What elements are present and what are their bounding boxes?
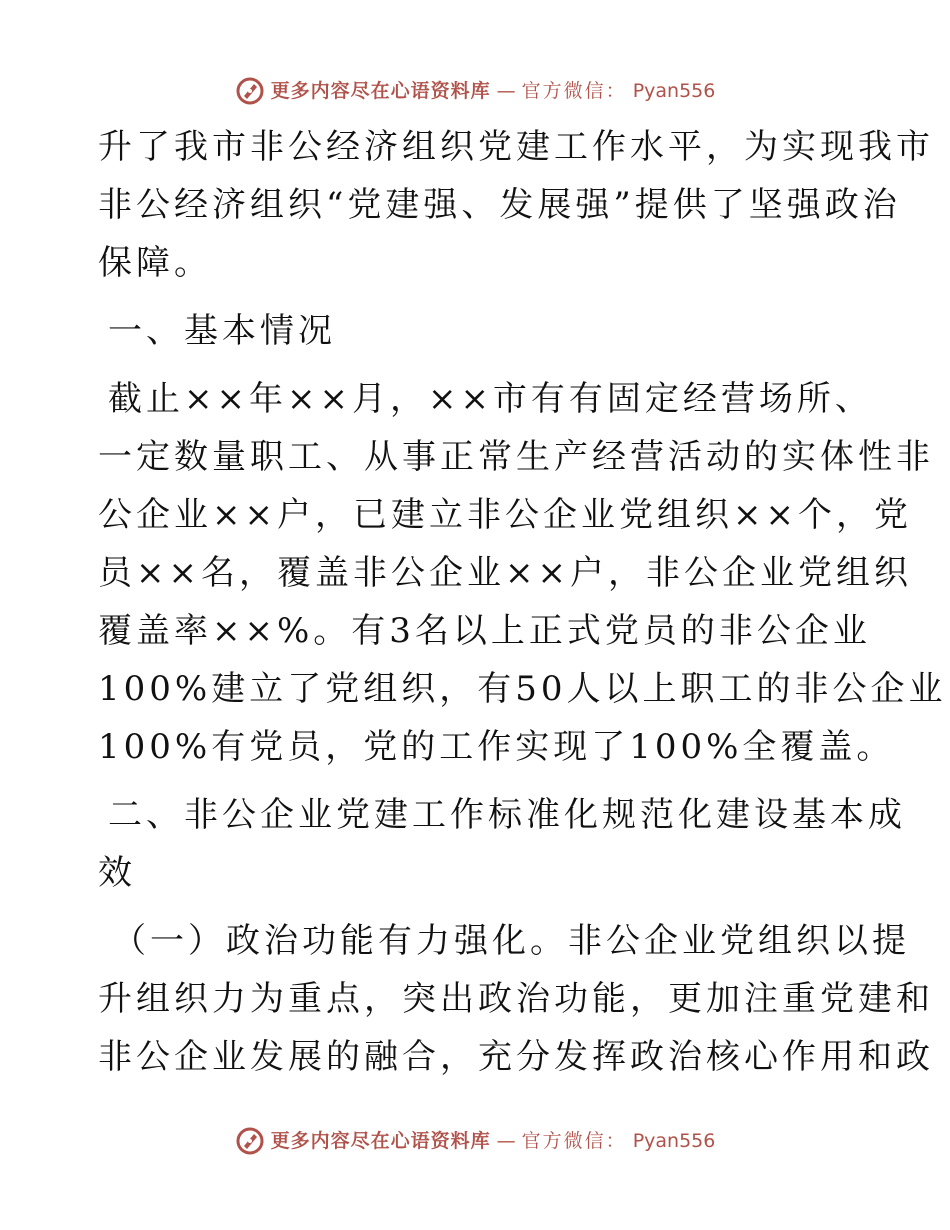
watermark-sub-text: 官方微信： [521,1130,627,1152]
document-body [98,118,947,1086]
section-heading-2-cont: 效 [98,853,136,893]
section-heading-1: 一、基本情况 [108,311,336,351]
watermark-dash: — [496,1130,516,1152]
text-line: 公企业××户，已建立非公企业党组织××个，党 [98,495,912,535]
text-line: 非公企业发展的融合，充分发挥政治核心作用和政 [98,1037,934,1077]
text-line: 升组织力为重点，突出政治功能，更加注重党建和 [98,979,934,1019]
section-heading-2: 二、非公企业党建工作标准化规范化建设基本成 [108,795,906,835]
watermark-sub-text: 官方微信： [521,80,627,102]
text-line: 覆盖率××%。有3名以上正式党员的非公企业 [98,611,871,651]
pen-nib-logo-icon [235,76,265,106]
subsection-heading: （一）政治功能有力强化。非公企业党组织以提 [112,921,910,961]
text-line: 截止××年××月，××市有有固定经营场所、 [108,379,873,419]
watermark-main-text: 更多内容尽在心语资料库 [270,1130,491,1152]
pen-nib-logo-icon [235,1126,265,1156]
text-line: 员××名，覆盖非公企业××户，非公企业党组织 [98,553,912,593]
watermark-main-text: 更多内容尽在心语资料库 [270,80,491,102]
footer-watermark [0,1126,950,1156]
text-line: 非公经济组织“党建强、发展强”提供了坚强政治 [98,185,901,225]
text-line: 100%建立了党组织，有50人以上职工的非公企业 [98,669,947,709]
text-line: 一定数量职工、从事正常生产经营活动的实体性非 [98,437,934,477]
watermark-dash: — [496,80,516,102]
watermark-wechat-id: Pyan556 [632,80,716,102]
watermark-wechat-id: Pyan556 [632,1130,716,1152]
text-line: 升了我市非公经济组织党建工作水平，为实现我市 [98,127,934,167]
header-watermark [0,76,950,106]
text-line: 100%有党员，党的工作实现了100%全覆盖。 [98,727,895,767]
text-line: 保障。 [98,243,212,283]
